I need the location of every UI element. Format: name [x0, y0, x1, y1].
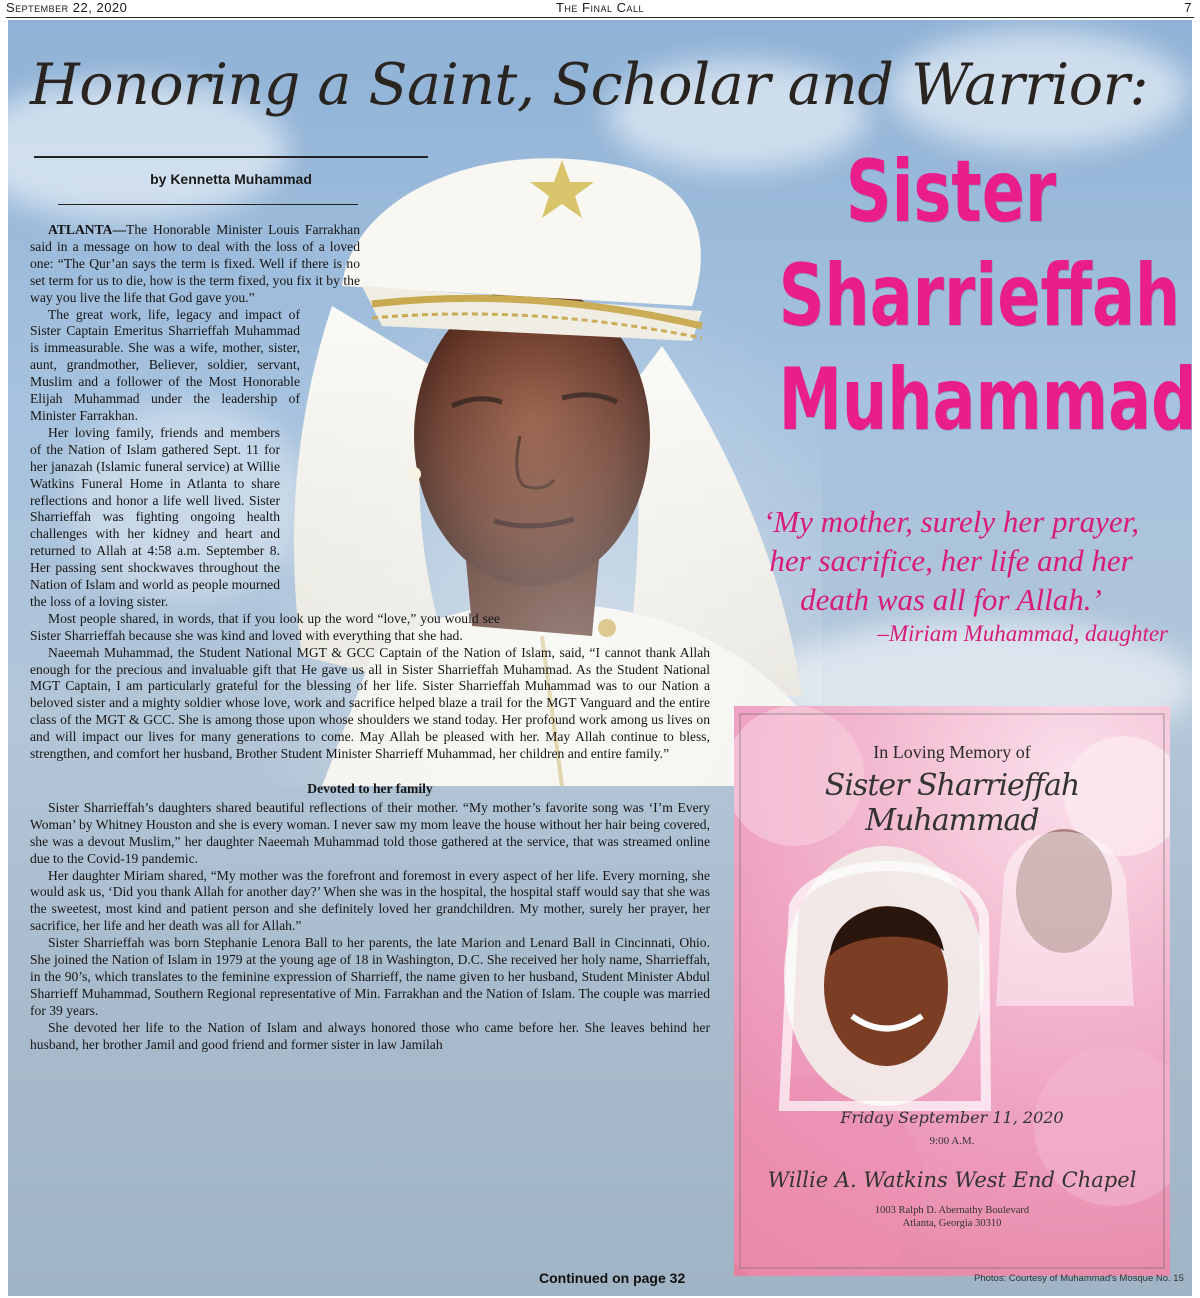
article-paragraph	[30, 222, 710, 307]
publication-name: The Final Call	[555, 0, 645, 15]
issue-date: September 22, 2020	[6, 0, 128, 15]
dateline: ATLANTA—	[48, 222, 127, 237]
running-header	[0, 0, 1200, 18]
honoree-name	[778, 140, 1197, 452]
page-number: 7	[1184, 0, 1192, 15]
honoree-name-line: Muhammad	[778, 350, 1197, 450]
pull-quote-line: her sacrifice, her life and her	[769, 543, 1133, 578]
honoree-name-line: Sister	[845, 142, 1057, 242]
memorial-program-card	[734, 706, 1170, 1276]
article-paragraph: Sister Sharrieffah’s daughters shared beautiful reflections of their mother. “My mother’s favorite song was ‘I’m Every Woman’ by Whitney Houston and she is every woman. I never saw my mom leave the house without her hair being covered, she was a devout Muslim,” her daughter Naeemah Muhammad told those gathered at the service, that was streamed online due to the Covid-19 pandemic.	[30, 799, 710, 866]
chapel-address	[734, 1204, 1170, 1230]
article-paragraph: Most people shared, in words, that if you look up the word “love,” you would see Sister Sharrieffah because she was kind and loved with everything that she had.	[30, 610, 500, 643]
address-line: 1003 Ralph D. Abernathy Boulevard	[874, 1205, 1030, 1216]
article-paragraph: The great work, life, legacy and impact of Sister Captain Emeritus Sharrieffah Muhammad is immeasurable. She was a wife, mother, sister, aunt, grandmother, Believer, soldier, servant, Muslim and a follower of the Most Honorable Elijah Muhammad under the leadership of Minister Farrakhan.	[30, 306, 300, 423]
pull-quote-attribution: –Miriam Muhammad, daughter	[877, 621, 1168, 646]
byline-rule	[34, 156, 428, 158]
pull-quote-line: death was all for Allah.’	[800, 582, 1102, 617]
article-paragraph: Her loving family, friends and members of the Nation of Islam gathered Sept. 11 for her janazah (Islamic funeral service) at Willie Watkins Funeral Home in Atlanta to share reflections and honor a life well lived. Sister Sharrieffah was fighting ongoing health challenges with her kidney and heart and returned to Allah at 4:58 a.m. September 8. Her passing sent shockwaves throughout the Nation of Islam and world as people mourned the loss of a loving sister.	[30, 424, 280, 609]
article-paragraph-text: The Honorable Minister Louis Farrakhan said in a message on how to deal with the loss of a loved one: “The Qur’an says the term is fixed. Well if there is no set term for us to die, how is the term fixed, you fix it by the way you live the life that God gave you.”	[30, 222, 360, 305]
pull-quote-line: ‘My mother, surely her prayer,	[763, 504, 1139, 539]
article-subhead: Devoted to her family	[307, 781, 433, 796]
feature-headline: Honoring a Saint, Scholar and Warrior:	[30, 52, 1149, 118]
continued-link[interactable]: Continued on page 32	[539, 1270, 686, 1286]
article-paragraph: Her daughter Miriam shared, “My mother was the forefront and foremost in every aspect of her life. Every morning, she would ask us, ‘Did you thank Allah for another day?’ When she was in the hospital, the hospital staff would say that she was the sweetest, most kind and patient person and she definitely loved her grandchildren. My mother, surely her prayer, her sacrifice, her life and her death was all for Allah.”	[30, 867, 710, 934]
header-rule	[6, 17, 1194, 18]
memorial-title: In Loving Memory of	[873, 742, 1031, 762]
article-body	[30, 222, 710, 1054]
byline-rule	[58, 204, 358, 205]
byline: by Kennetta Muhammad	[150, 171, 312, 187]
pull-quote	[722, 502, 1180, 649]
photo-credit: Photos: Courtesy of Muhammad's Mosque No. 15	[974, 1273, 1184, 1284]
service-time: 9:00 A.M.	[929, 1135, 975, 1147]
article-paragraph: Sister Sharrieffah was born Stephanie Lenora Ball to her parents, the late Marion and Lenard Ball in Cincinnati, Ohio. She joined the Nation of Islam in 1979 at the young age of 18 in Washington, D.C. She received her holy name, Sharrieffah, in the 90’s, which translates to the feminine expression of Sharrieff, the name given to her husband, Student Minister Abdul Sharrieff Muhammad, Southern Regional representative of Min. Farrakhan and the Nation of Islam. The couple was married for 39 years.	[30, 935, 710, 1018]
article-paragraph: She devoted her life to the Nation of Islam and always honored those who came before her. She leaves behind her husband, her brother Jamil and good friend and former sister in law Jamilah	[30, 1019, 710, 1052]
memorial-name: Sister Sharrieffah Muhammad	[824, 768, 1080, 838]
service-date: Friday September 11, 2020	[840, 1108, 1064, 1127]
article-paragraph: Naeemah Muhammad, the Student National MGT & GCC Captain of the Nation of Islam, said, “I cannot thank Allah enough for the precious and invaluable gift that He gave us all in Sister Sharrieffah Muhammad. As the Student National MGT Captain, I am particularly grateful for the blessing of her life. Sister Sharrieffah Muhammad was to our Nation a beloved sister and a mighty soldier whose love, work and sacrifice helped blaze a trail for the MGT Vanguard and the entire class of the MGT & GCC. She is among those upon whose shoulders we stand today. Her profound work among us lives on and will impact our lives for many generations to come. May Allah be pleased with her. May Allah continue to bless, strengthen, and comfort her husband, Brother Student Minister Sharrieff Muhammad, her children and entire family.”	[30, 644, 710, 762]
chapel-name: Willie A. Watkins West End Chapel	[767, 1168, 1137, 1192]
address-line: Atlanta, Georgia 30310	[902, 1218, 1002, 1229]
honoree-name-line: Sharrieffah	[778, 246, 1181, 346]
